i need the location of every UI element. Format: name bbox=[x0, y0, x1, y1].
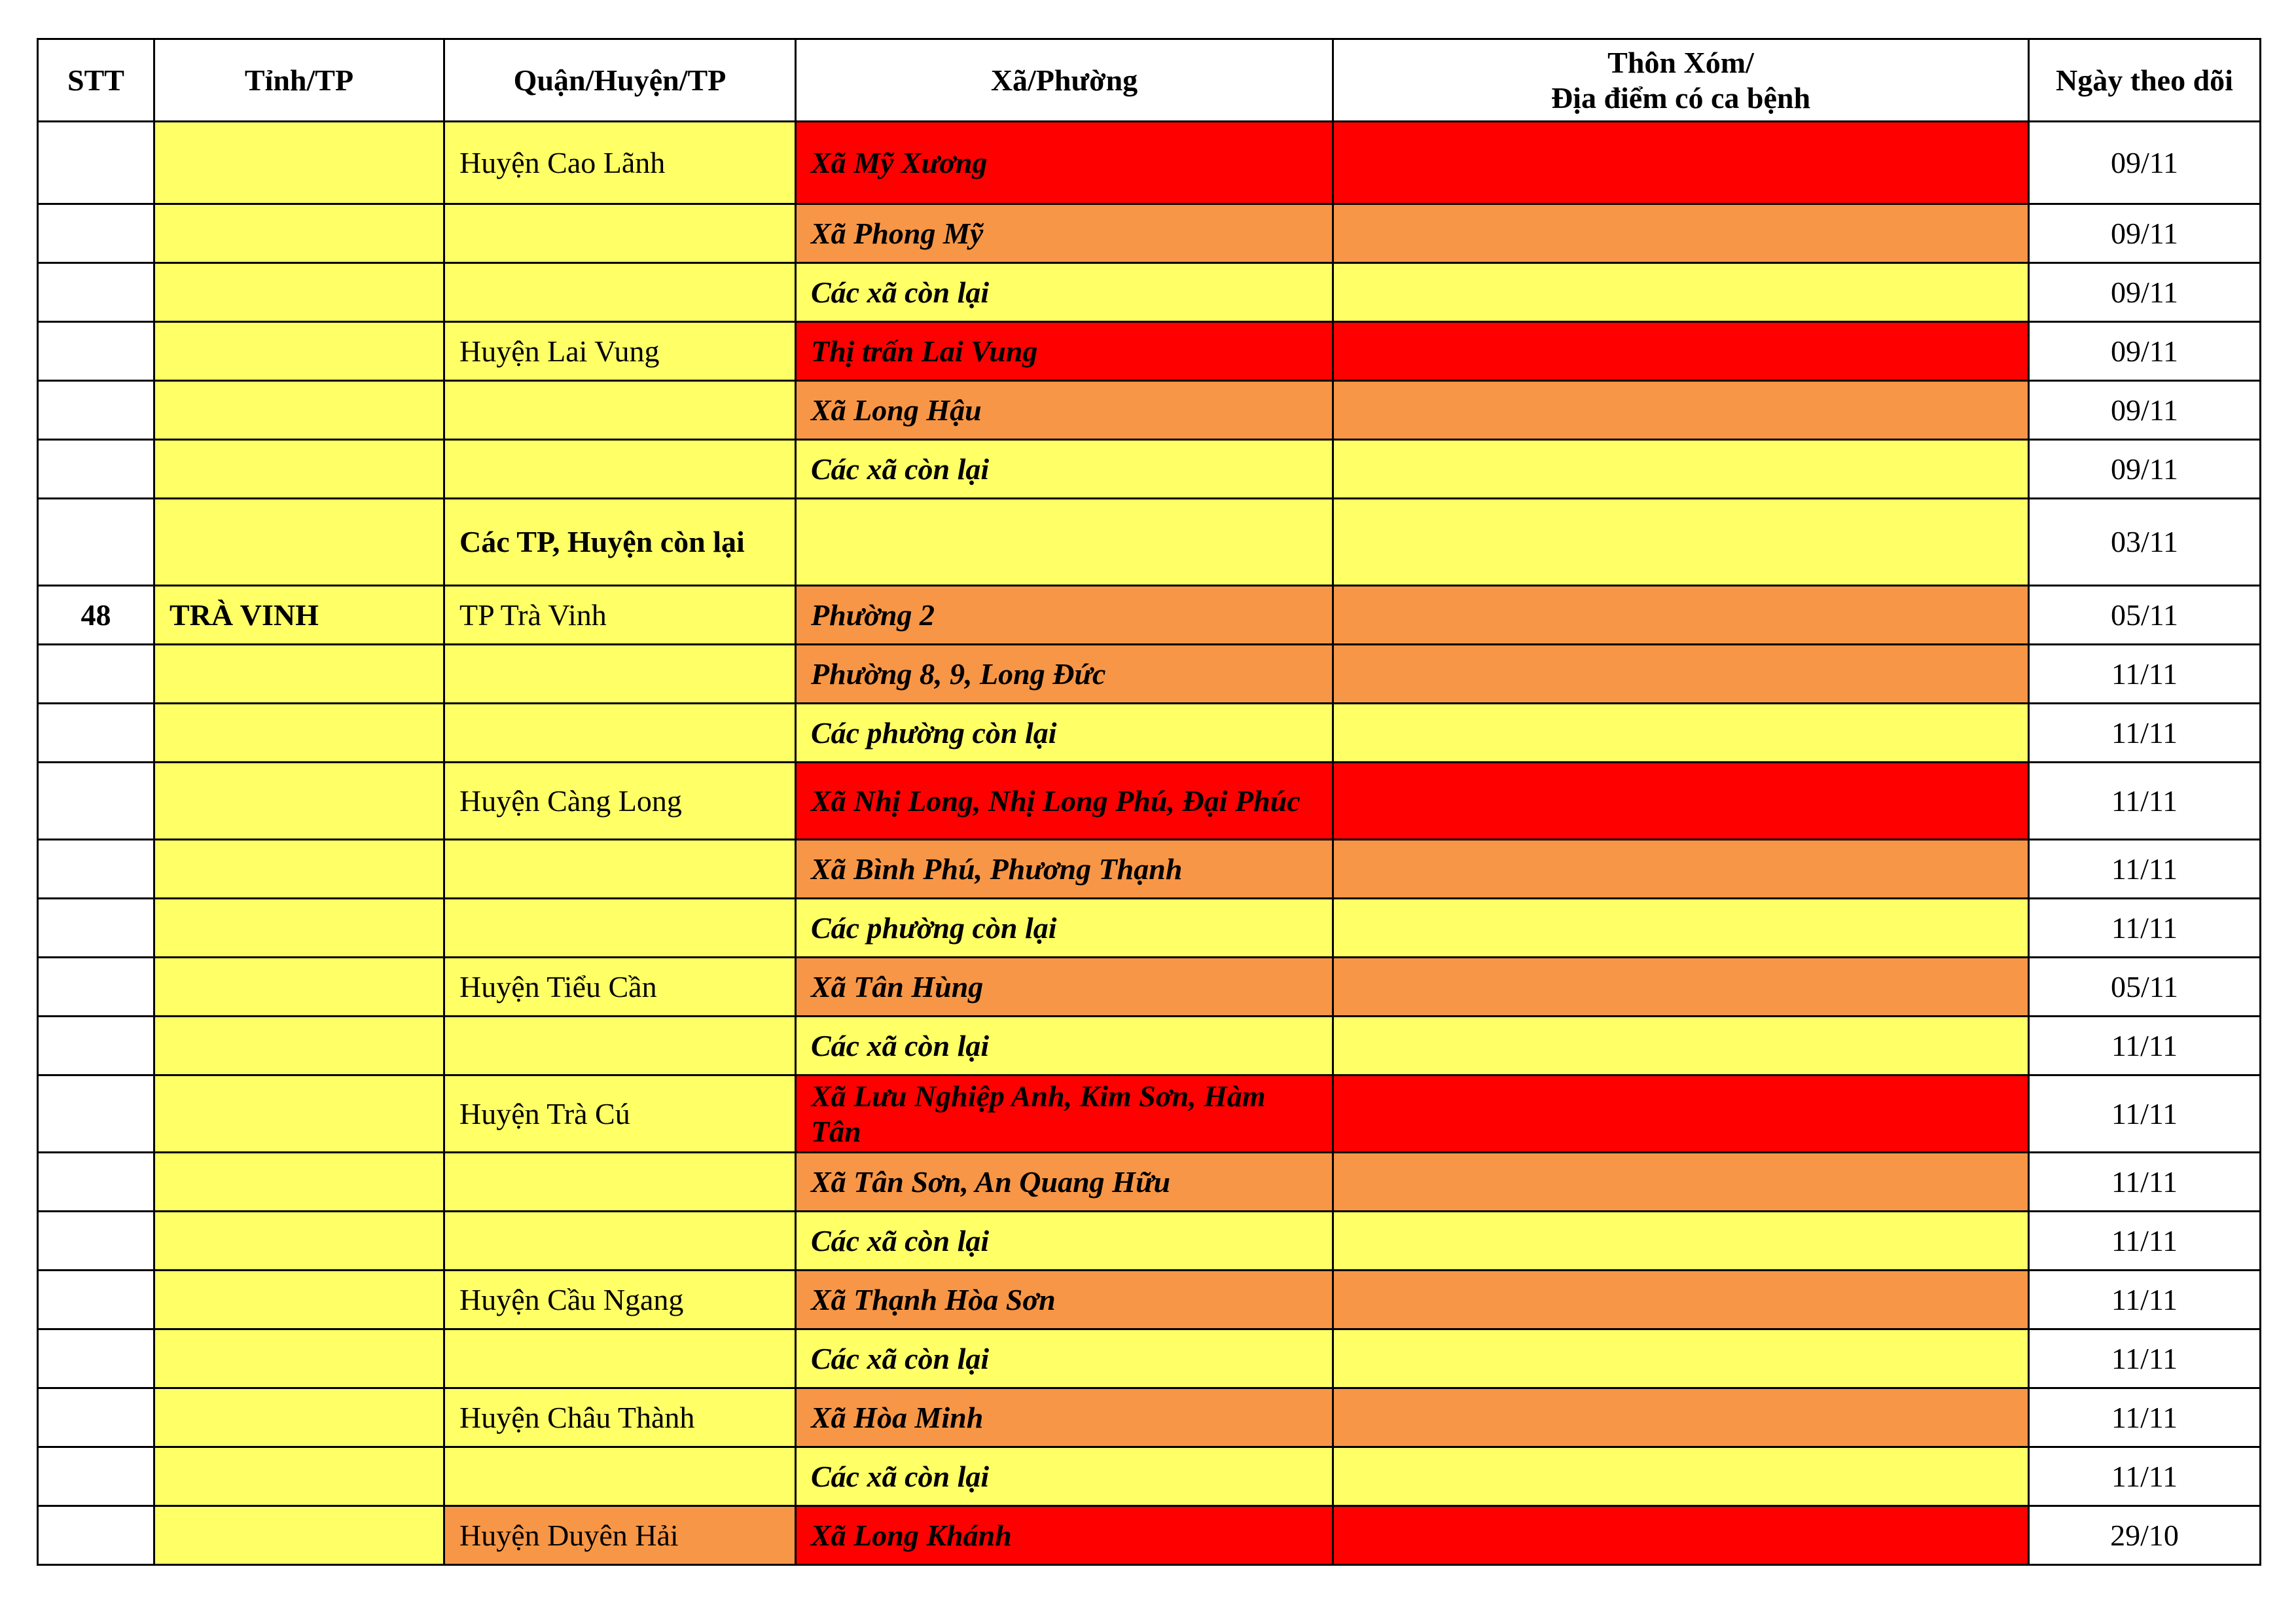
province-cell bbox=[154, 1447, 444, 1506]
date-cell: 09/11 bbox=[2029, 122, 2261, 204]
province-cell bbox=[154, 704, 444, 763]
date-cell: 11/11 bbox=[2029, 763, 2261, 840]
table-row bbox=[38, 704, 2261, 763]
date-cell: 11/11 bbox=[2029, 1447, 2261, 1506]
table-row bbox=[38, 322, 2261, 381]
table-row bbox=[38, 381, 2261, 440]
table-row bbox=[38, 586, 2261, 645]
district-cell bbox=[444, 263, 796, 322]
hamlet-cell bbox=[1333, 263, 2029, 322]
ward-cell: Các xã còn lại bbox=[796, 1212, 1333, 1271]
district-cell bbox=[444, 1329, 796, 1388]
ward-cell: Xã Thạnh Hòa Sơn bbox=[796, 1271, 1333, 1329]
date-cell: 09/11 bbox=[2029, 322, 2261, 381]
stt-cell bbox=[38, 958, 154, 1017]
table-row bbox=[38, 1506, 2261, 1565]
district-cell bbox=[444, 899, 796, 958]
date-cell: 11/11 bbox=[2029, 1075, 2261, 1153]
district-cell: Các TP, Huyện còn lại bbox=[444, 499, 796, 586]
stt-cell bbox=[38, 263, 154, 322]
stt-cell bbox=[38, 1212, 154, 1271]
district-cell bbox=[444, 645, 796, 704]
date-cell: 09/11 bbox=[2029, 381, 2261, 440]
ward-cell bbox=[796, 499, 1333, 586]
stt-cell: 48 bbox=[38, 586, 154, 645]
province-cell bbox=[154, 1153, 444, 1212]
province-cell bbox=[154, 122, 444, 204]
date-cell: 29/10 bbox=[2029, 1506, 2261, 1565]
date-cell: 11/11 bbox=[2029, 1212, 2261, 1271]
hamlet-cell bbox=[1333, 122, 2029, 204]
ward-cell: Xã Lưu Nghiệp Anh, Kim Sơn, Hàm Tân bbox=[796, 1075, 1333, 1153]
date-cell: 11/11 bbox=[2029, 1271, 2261, 1329]
stt-cell bbox=[38, 763, 154, 840]
date-cell: 11/11 bbox=[2029, 1388, 2261, 1447]
district-cell: Huyện Lai Vung bbox=[444, 322, 796, 381]
ward-cell: Các phường còn lại bbox=[796, 704, 1333, 763]
hamlet-cell bbox=[1333, 204, 2029, 263]
hamlet-cell bbox=[1333, 1447, 2029, 1506]
table-row bbox=[38, 958, 2261, 1017]
stt-cell bbox=[38, 1153, 154, 1212]
hamlet-cell bbox=[1333, 1271, 2029, 1329]
stt-cell bbox=[38, 1271, 154, 1329]
ward-cell: Xã Long Khánh bbox=[796, 1506, 1333, 1565]
district-cell: Huyện Duyên Hải bbox=[444, 1506, 796, 1565]
district-cell bbox=[444, 1153, 796, 1212]
province-cell bbox=[154, 1017, 444, 1075]
stt-cell bbox=[38, 204, 154, 263]
date-cell: 09/11 bbox=[2029, 440, 2261, 499]
header-hamlet-line1: Thôn Xóm/ bbox=[1607, 45, 1754, 79]
date-cell: 11/11 bbox=[2029, 899, 2261, 958]
stt-cell bbox=[38, 840, 154, 899]
province-cell bbox=[154, 958, 444, 1017]
ward-cell: Các xã còn lại bbox=[796, 1447, 1333, 1506]
stt-cell bbox=[38, 440, 154, 499]
stt-cell bbox=[38, 499, 154, 586]
table-row bbox=[38, 1017, 2261, 1075]
district-cell: Huyện Tiểu Cần bbox=[444, 958, 796, 1017]
hamlet-cell bbox=[1333, 763, 2029, 840]
hamlet-cell bbox=[1333, 1329, 2029, 1388]
province-cell bbox=[154, 1388, 444, 1447]
province-cell bbox=[154, 1329, 444, 1388]
hamlet-cell bbox=[1333, 1017, 2029, 1075]
table-row bbox=[38, 204, 2261, 263]
hamlet-cell bbox=[1333, 1506, 2029, 1565]
hamlet-cell bbox=[1333, 1075, 2029, 1153]
province-cell bbox=[154, 263, 444, 322]
ward-cell: Xã Mỹ Xương bbox=[796, 122, 1333, 204]
date-cell: 11/11 bbox=[2029, 704, 2261, 763]
province-cell bbox=[154, 1075, 444, 1153]
district-cell bbox=[444, 840, 796, 899]
hamlet-cell bbox=[1333, 381, 2029, 440]
province-cell bbox=[154, 440, 444, 499]
header-ward: Xã/Phường bbox=[796, 39, 1333, 122]
header-date: Ngày theo dõi bbox=[2029, 39, 2261, 122]
province-cell bbox=[154, 1506, 444, 1565]
ward-cell: Các xã còn lại bbox=[796, 1329, 1333, 1388]
hamlet-cell bbox=[1333, 499, 2029, 586]
district-cell bbox=[444, 704, 796, 763]
stt-cell bbox=[38, 704, 154, 763]
date-cell: 11/11 bbox=[2029, 645, 2261, 704]
hamlet-cell bbox=[1333, 1153, 2029, 1212]
district-cell: Huyện Châu Thành bbox=[444, 1388, 796, 1447]
date-cell: 11/11 bbox=[2029, 840, 2261, 899]
hamlet-cell bbox=[1333, 899, 2029, 958]
date-cell: 11/11 bbox=[2029, 1017, 2261, 1075]
province-cell bbox=[154, 204, 444, 263]
table-row bbox=[38, 763, 2261, 840]
table-row bbox=[38, 645, 2261, 704]
stt-cell bbox=[38, 1329, 154, 1388]
province-cell bbox=[154, 763, 444, 840]
province-cell bbox=[154, 381, 444, 440]
table-body bbox=[38, 122, 2261, 1565]
hamlet-cell bbox=[1333, 958, 2029, 1017]
table-row bbox=[38, 499, 2261, 586]
stt-cell bbox=[38, 1506, 154, 1565]
province-cell bbox=[154, 840, 444, 899]
hamlet-cell bbox=[1333, 645, 2029, 704]
table-row bbox=[38, 899, 2261, 958]
ward-cell: Thị trấn Lai Vung bbox=[796, 322, 1333, 381]
stt-cell bbox=[38, 1447, 154, 1506]
ward-cell: Xã Tân Hùng bbox=[796, 958, 1333, 1017]
ward-cell: Xã Hòa Minh bbox=[796, 1388, 1333, 1447]
district-cell: Huyện Cầu Ngang bbox=[444, 1271, 796, 1329]
date-cell: 09/11 bbox=[2029, 263, 2261, 322]
district-cell bbox=[444, 381, 796, 440]
stt-cell bbox=[38, 322, 154, 381]
ward-cell: Phường 2 bbox=[796, 586, 1333, 645]
hamlet-cell bbox=[1333, 840, 2029, 899]
date-cell: 03/11 bbox=[2029, 499, 2261, 586]
header-stt: STT bbox=[38, 39, 154, 122]
date-cell: 11/11 bbox=[2029, 1153, 2261, 1212]
header-row bbox=[38, 39, 2261, 122]
stt-cell bbox=[38, 381, 154, 440]
district-cell: Huyện Trà Cú bbox=[444, 1075, 796, 1153]
ward-cell: Xã Phong Mỹ bbox=[796, 204, 1333, 263]
hamlet-cell bbox=[1333, 1212, 2029, 1271]
date-cell: 11/11 bbox=[2029, 1329, 2261, 1388]
header-province: Tỉnh/TP bbox=[154, 39, 444, 122]
province-cell bbox=[154, 645, 444, 704]
province-cell: TRÀ VINH bbox=[154, 586, 444, 645]
table-row bbox=[38, 1388, 2261, 1447]
table-row bbox=[38, 1447, 2261, 1506]
hamlet-cell bbox=[1333, 586, 2029, 645]
stt-cell bbox=[38, 1075, 154, 1153]
covid-zone-table bbox=[37, 38, 2261, 1566]
table-row bbox=[38, 1329, 2261, 1388]
date-cell: 05/11 bbox=[2029, 958, 2261, 1017]
stt-cell bbox=[38, 645, 154, 704]
ward-cell: Phường 8, 9, Long Đức bbox=[796, 645, 1333, 704]
district-cell bbox=[444, 1447, 796, 1506]
ward-cell: Xã Nhị Long, Nhị Long Phú, Đại Phúc bbox=[796, 763, 1333, 840]
table-row bbox=[38, 440, 2261, 499]
district-cell bbox=[444, 1212, 796, 1271]
province-cell bbox=[154, 1271, 444, 1329]
date-cell: 09/11 bbox=[2029, 204, 2261, 263]
ward-cell: Các phường còn lại bbox=[796, 899, 1333, 958]
table-row bbox=[38, 1212, 2261, 1271]
district-cell: Huyện Càng Long bbox=[444, 763, 796, 840]
district-cell bbox=[444, 1017, 796, 1075]
province-cell bbox=[154, 499, 444, 586]
table-row bbox=[38, 1271, 2261, 1329]
stt-cell bbox=[38, 122, 154, 204]
stt-cell bbox=[38, 1017, 154, 1075]
province-cell bbox=[154, 899, 444, 958]
table-row bbox=[38, 1075, 2261, 1153]
ward-cell: Các xã còn lại bbox=[796, 1017, 1333, 1075]
district-cell: TP Trà Vinh bbox=[444, 586, 796, 645]
table-row bbox=[38, 122, 2261, 204]
district-cell bbox=[444, 204, 796, 263]
ward-cell: Các xã còn lại bbox=[796, 440, 1333, 499]
stt-cell bbox=[38, 899, 154, 958]
table-row bbox=[38, 1153, 2261, 1212]
header-hamlet bbox=[1333, 39, 2029, 122]
hamlet-cell bbox=[1333, 1388, 2029, 1447]
hamlet-cell bbox=[1333, 704, 2029, 763]
ward-cell: Xã Long Hậu bbox=[796, 381, 1333, 440]
header-hamlet-line2: Địa điểm có ca bệnh bbox=[1551, 81, 1811, 115]
table-row bbox=[38, 263, 2261, 322]
date-cell: 05/11 bbox=[2029, 586, 2261, 645]
hamlet-cell bbox=[1333, 322, 2029, 381]
header-district: Quận/Huyện/TP bbox=[444, 39, 796, 122]
stt-cell bbox=[38, 1388, 154, 1447]
ward-cell: Xã Bình Phú, Phương Thạnh bbox=[796, 840, 1333, 899]
hamlet-cell bbox=[1333, 440, 2029, 499]
district-cell bbox=[444, 440, 796, 499]
province-cell bbox=[154, 322, 444, 381]
district-cell: Huyện Cao Lãnh bbox=[444, 122, 796, 204]
ward-cell: Xã Tân Sơn, An Quang Hữu bbox=[796, 1153, 1333, 1212]
province-cell bbox=[154, 1212, 444, 1271]
ward-cell: Các xã còn lại bbox=[796, 263, 1333, 322]
table-row bbox=[38, 840, 2261, 899]
